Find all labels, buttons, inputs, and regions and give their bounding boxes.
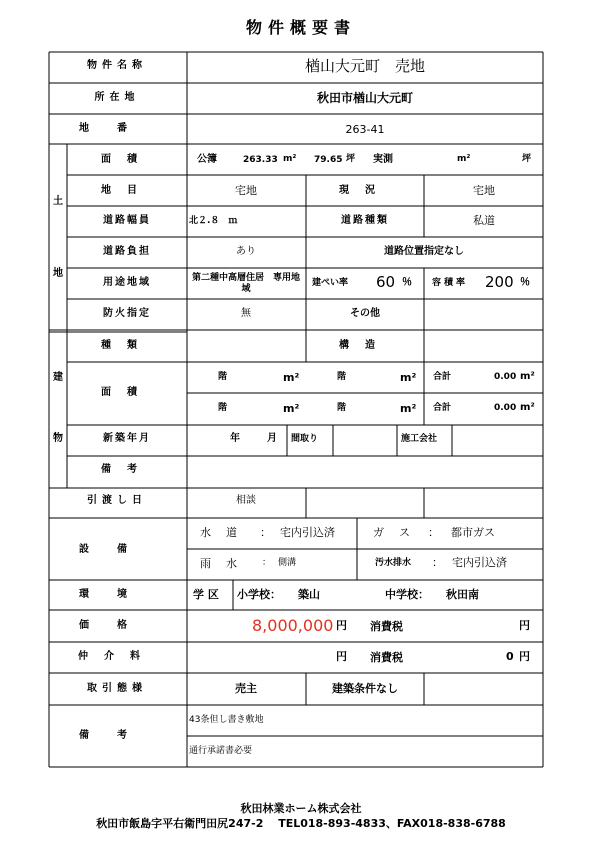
sewage-label: 汚水排水 (375, 558, 412, 568)
remarks-label: 備考 (79, 730, 155, 741)
building-remarks-label: 備考 (101, 464, 153, 475)
coverage-value: 60 (376, 273, 396, 291)
floor-label-2b: 階 (337, 403, 347, 413)
layout-label: 間取り (291, 434, 319, 444)
fire-zone-value: 無 (241, 308, 251, 319)
rain-value: 側溝 (278, 558, 297, 568)
brokerage-tax-label: 消費税 (370, 651, 403, 664)
land-category-label: 地目 (101, 185, 153, 196)
sqm-unit-2b: m² (400, 402, 417, 415)
land-area-sqm-unit: m² (283, 154, 297, 164)
coverage-label: 建ぺい率 (312, 278, 349, 288)
junior-school-label: 中学校： (385, 588, 429, 601)
brokerage-label: 仲介料 (78, 651, 156, 662)
school-district-label: 学 区 (193, 588, 219, 601)
brokerage-unit: 円 (336, 650, 347, 663)
rain-label: 雨 水 (200, 557, 239, 570)
floor-label-1a: 階 (218, 372, 228, 382)
land-area-tsubo: 79.65 (314, 155, 343, 165)
built-month-label: 月 (267, 433, 277, 444)
floor-label-1b: 階 (337, 372, 347, 382)
sqm-unit-2a: m² (283, 402, 300, 415)
sqm-unit-2c: m² (520, 402, 535, 413)
building-area-label: 面積 (101, 387, 153, 398)
zoning-value: 第二種中高層住居 専用地域 (191, 273, 300, 294)
remarks-line-2: 通行承諾書必要 (189, 746, 253, 756)
road-burden-value: あり (236, 246, 256, 257)
road-type-value: 私道 (473, 214, 495, 227)
fire-zone-label: 防火指定 (103, 308, 151, 319)
sewage-value: 宅内引込済 (452, 556, 507, 569)
current-status-label: 現況 (339, 185, 391, 196)
lot-number-value: 263-41 (345, 123, 385, 136)
facilities-label: 設備 (79, 544, 155, 555)
water-colon: ： (260, 526, 271, 539)
remarks-line-1: 43条但し書き敷地 (189, 715, 264, 725)
land-area-sqm: 263.33 (243, 155, 278, 165)
land-category-value: 宅地 (235, 184, 257, 197)
road-position-note: 道路位置指定なし (384, 246, 464, 257)
sqm-unit-1c: m² (520, 371, 535, 382)
sqm-unit-1b: m² (400, 371, 417, 384)
brokerage-tax-unit: 円 (519, 650, 530, 663)
gas-colon: ： (428, 526, 439, 539)
zoning-label: 用途地域 (103, 277, 151, 288)
road-width-label: 道路幅員 (103, 215, 151, 226)
company-address: 秋田市飯島字平右衛門田尻247-2 TEL018-893-4833、FAX018-838-6788 (96, 817, 506, 830)
far-unit: ％ (520, 277, 530, 288)
built-year-label: 年 (230, 433, 240, 444)
location-label: 所在地 (94, 92, 140, 103)
document-title: 物件概要書 (245, 18, 356, 37)
water-label: 水 道 (200, 526, 239, 539)
land-area-tsubo-unit: 坪 (346, 154, 356, 164)
junior-school-value: 秋田南 (446, 588, 479, 601)
building-type-label: 種類 (101, 340, 153, 351)
brokerage-tax-value: 0 (506, 650, 514, 663)
price-tax-label: 消費税 (370, 620, 403, 633)
land-section-label-bottom: 地 (53, 268, 63, 279)
total-value-2: 0.00 (494, 403, 517, 413)
transaction-type-label: 取引態様 (87, 683, 147, 694)
delivery-value: 相談 (236, 495, 256, 506)
far-label: 容積率 (432, 278, 469, 288)
floor-label-2a: 階 (218, 403, 228, 413)
property-name-label: 物件名称 (87, 60, 147, 71)
built-date-label: 新築年月 (103, 433, 151, 444)
builder-label: 施工会社 (401, 434, 438, 444)
company-name: 秋田林業ホーム株式会社 (240, 802, 362, 815)
road-type-label: 道路種類 (341, 215, 389, 226)
environment-label: 環境 (79, 589, 155, 600)
price-unit: 円 (336, 619, 347, 632)
far-value: 200 (485, 273, 514, 291)
transaction-type-value: 売主 (235, 682, 257, 695)
land-area-label: 面積 (101, 154, 153, 165)
gas-label: ガ ス (373, 526, 412, 539)
current-status-value: 宅地 (473, 184, 495, 197)
price-tax-unit: 円 (519, 619, 530, 632)
gas-value: 都市ガス (451, 526, 495, 539)
land-area-actual-label: 実測 (373, 154, 393, 165)
elementary-school-label: 小学校： (237, 588, 281, 601)
total-label-2: 合計 (433, 403, 452, 413)
building-section-label-top: 建 (53, 372, 63, 383)
road-burden-label: 道路負担 (103, 246, 151, 257)
building-structure-label: 構造 (339, 340, 391, 351)
land-area-actual-sqm-unit: m² (457, 154, 471, 164)
price-value: 8,000,000 (252, 616, 334, 635)
rain-colon: ： (262, 558, 272, 568)
land-section-label-top: 土 (53, 196, 63, 207)
sqm-unit-1a: m² (283, 371, 300, 384)
building-condition-value: 建築条件なし (332, 682, 398, 695)
price-label: 価格 (79, 620, 155, 631)
building-section-label-bottom: 物 (53, 433, 63, 444)
elementary-school-value: 築山 (298, 588, 320, 601)
location-value: 秋田市楢山大元町 (316, 91, 414, 105)
water-value: 宅内引込済 (280, 526, 335, 539)
coverage-unit: ％ (402, 277, 412, 288)
total-value-1: 0.00 (494, 372, 517, 382)
delivery-label: 引渡し日 (87, 495, 147, 506)
total-label-1: 合計 (433, 372, 452, 382)
land-area-actual-tsubo-unit: 坪 (522, 154, 532, 164)
fire-zone-other: その他 (350, 308, 380, 319)
property-name-value: 楢山大元町 売地 (304, 57, 426, 75)
lot-number-label: 地番 (79, 123, 155, 134)
road-width-value: 北２.８ ｍ (189, 216, 238, 226)
sewage-colon: ： (432, 556, 443, 569)
land-area-kind: 公簿 (197, 154, 217, 165)
